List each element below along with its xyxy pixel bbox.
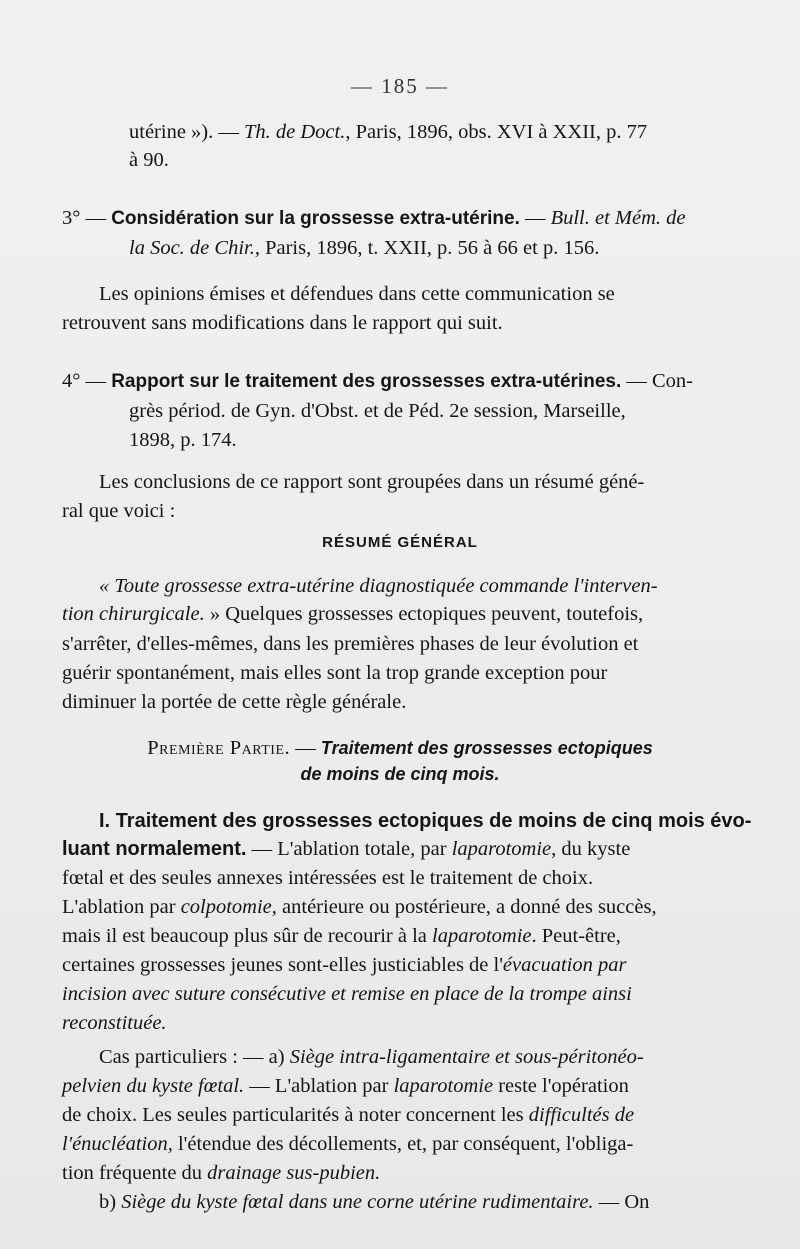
- ref3-line1: 3° — Considération sur la grossesse extra-utérine. — Bull. et Mém. de: [62, 207, 686, 229]
- ref1-line1: utérine »). — Th. de Doct., Paris, 1896, obs. XVI à XXII, p. 77: [129, 121, 648, 143]
- conclusions-line1: Les conclusions de ce rapport sont groupées dans un résumé géné-: [99, 471, 645, 493]
- section1-line1: I. Traitement des grossesses ectopiques de moins de cinq mois évo-: [99, 810, 752, 832]
- ref4-line1: 4° — Rapport sur le traitement des grossesses extra-utérines. — Con-: [62, 370, 693, 392]
- section1-line7: incision avec suture consécutive et remise en place de la trompe ainsi: [62, 983, 632, 1005]
- ref4-title: Rapport sur le traitement des grossesses extra-utérines.: [111, 371, 622, 392]
- page-number: — 185 —: [351, 74, 449, 98]
- section1-line4: L'ablation par colpotomie, antérieure ou postérieure, a donné des succès,: [62, 896, 657, 918]
- cas-line5: tion fréquente du drainage sus-pubien.: [62, 1162, 381, 1184]
- ref4-line3: 1898, p. 174.: [129, 429, 237, 451]
- section1-line3: fœtal et des seules annexes intéressées est le traitement de choix.: [62, 867, 594, 889]
- resume-line1: « Toute grossesse extra-utérine diagnostiquée commande l'interven-: [99, 575, 658, 597]
- part-heading-line2: de moins de cinq mois.: [300, 764, 500, 784]
- ref1-line2: à 90.: [129, 149, 169, 171]
- resume-line4: guérir spontanément, mais elles sont la trop grande exception pour: [62, 662, 608, 684]
- resume-line3: s'arrêter, d'elles-mêmes, dans les premières phases de leur évolution et: [62, 633, 639, 655]
- cas-line2: pelvien du kyste fœtal. — L'ablation par laparotomie reste l'opération: [62, 1075, 629, 1097]
- cas-line6: b) Siège du kyste fœtal dans une corne utérine rudimentaire. — On: [99, 1191, 650, 1213]
- resume-heading: RÉSUMÉ GÉNÉRAL: [322, 534, 478, 551]
- cas-line4: l'énucléation, l'étendue des décollements, et, par conséquent, l'obliga-: [62, 1133, 634, 1155]
- cas-line3: de choix. Les seules particularités à noter concernent les difficultés de: [62, 1104, 635, 1126]
- section1-line5: mais il est beaucoup plus sûr de recourir à la laparotomie. Peut-être,: [62, 925, 621, 947]
- section1-line6: certaines grossesses jeunes sont-elles justiciables de l'évacuation par: [62, 954, 627, 976]
- section1-line2: luant normalement. — L'ablation totale, par laparotomie, du kyste: [62, 838, 631, 860]
- opinions-line2: retrouvent sans modifications dans le rapport qui suit.: [62, 312, 503, 334]
- cas-line1: Cas particuliers : — a) Siège intra-ligamentaire et sous-péritonéo-: [99, 1046, 644, 1068]
- ref4-line2: grès périod. de Gyn. d'Obst. et de Péd. 2e session, Marseille,: [129, 400, 626, 422]
- opinions-line1: Les opinions émises et défendues dans cette communication se: [99, 283, 615, 305]
- part-heading: Première Partie. — Traitement des grossesses ectopiques: [147, 737, 653, 759]
- section1-line8: reconstituée.: [62, 1012, 167, 1034]
- conclusions-line2: ral que voici :: [62, 500, 176, 522]
- resume-line2: tion chirurgicale. » Quelques grossesses ectopiques peuvent, toutefois,: [62, 603, 644, 625]
- resume-line5: diminuer la portée de cette règle générale.: [62, 691, 407, 713]
- ref3-title: Considération sur la grossesse extra-utérine.: [111, 208, 520, 229]
- ref3-line2: la Soc. de Chir., Paris, 1896, t. XXII, p. 56 à 66 et p. 156.: [129, 237, 600, 259]
